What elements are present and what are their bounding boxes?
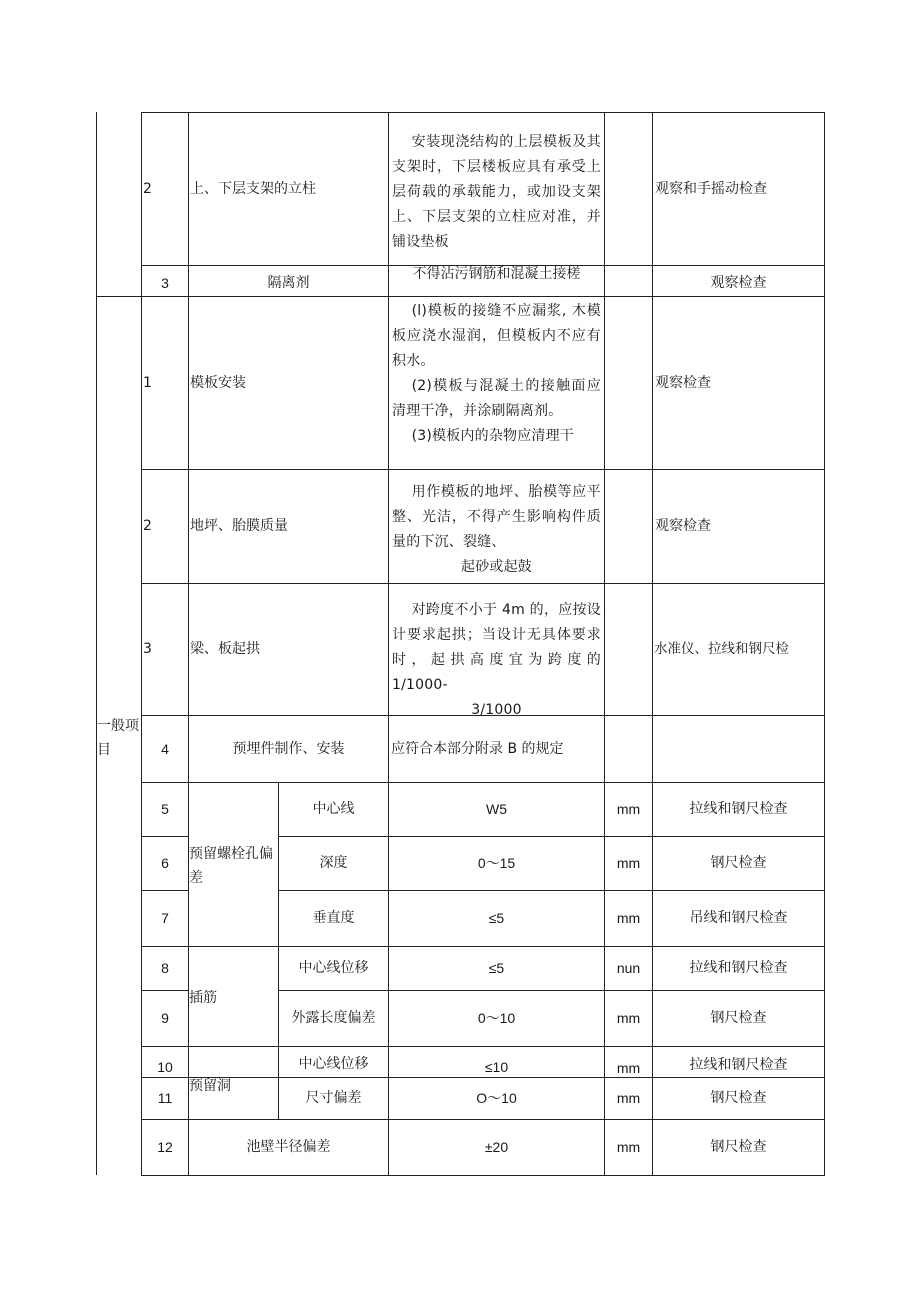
row-number: 3: [143, 641, 152, 657]
category-label: 一般项目: [97, 718, 139, 758]
row-number: 8: [161, 960, 169, 976]
row-number: 12: [157, 1139, 173, 1155]
unit: mm: [616, 1139, 641, 1155]
unit: mm: [616, 1010, 641, 1026]
sub-item: 深度: [319, 855, 348, 871]
unit: mm: [616, 1090, 641, 1106]
unit: mm: [616, 801, 641, 817]
row-number: 2: [143, 518, 152, 534]
rebar-group-label: 插筋: [189, 990, 217, 1006]
row-number: 3: [161, 275, 169, 291]
check-method: 观察和手摇动检查: [655, 180, 767, 197]
row-number: 7: [161, 910, 169, 926]
standard-text: 起砂或起鼓: [461, 559, 532, 575]
check-method: 钢尺检查: [710, 1010, 767, 1026]
item-name: 梁、板起拱: [190, 641, 260, 657]
tolerance-value: O～10: [476, 1090, 517, 1106]
tolerance-value: 0～15: [477, 855, 516, 871]
row-number: 11: [157, 1090, 173, 1106]
standard-text: 对跨度不小于 4m 的，应按设计要求起拱；当设计无具体要求时，起拱高度宜为跨度的 1/1000-: [392, 602, 601, 693]
item-name: 预埋件制作、安装: [232, 740, 345, 757]
check-method: 观察检查: [655, 518, 711, 534]
standard-text: 用作模板的地坪、胎模等应平整、光洁，不得产生影响构件质量的下沉、裂缝、: [392, 484, 601, 550]
sub-item: 垂直度: [312, 910, 355, 926]
item-name: 地坪、胎膜质量: [190, 518, 288, 534]
standard-text: 应符合本部分附录 B 的规定: [391, 740, 564, 757]
tolerance-value: ≤10: [484, 1059, 509, 1075]
unit: mm: [616, 855, 641, 871]
check-method: 钢尺检查: [710, 1090, 767, 1106]
reserved-hole-group-label: 预留洞: [189, 1078, 231, 1094]
row-number: 9: [161, 1010, 169, 1026]
item-name: 上、下层支架的立柱: [190, 180, 316, 197]
row-number: 10: [157, 1059, 173, 1075]
standard-text: 3/1000: [471, 702, 522, 718]
tolerance-value: ±20: [484, 1139, 509, 1155]
check-method: 钢尺检查: [710, 1139, 767, 1155]
unit: nun: [616, 960, 641, 976]
row-number: 5: [161, 801, 169, 817]
standard-text: 不得沾污钢筋和混凝土接槎: [412, 266, 581, 282]
unit: [605, 113, 652, 265]
standard-text: 安装现浇结构的上层模板及其支架时，下层楼板应具有承受上层荷载的承载能力，或加设支架 上、下层支架的立柱应对准，并铺设垫板: [392, 134, 601, 250]
tolerance-value: 0～10: [477, 1010, 516, 1026]
row-number: 6: [161, 855, 169, 871]
bolt-hole-group-label: 预留螺栓孔偏差: [189, 846, 273, 886]
check-method: [653, 716, 824, 782]
check-method: 拉线和钢尺检查: [689, 960, 788, 976]
unit: mm: [616, 910, 641, 926]
tolerance-value: ≤5: [488, 960, 505, 976]
standard-text: (l)模板的接缝不应漏浆, 木模板应浇水湿润，但模板内不应有积水。: [392, 303, 601, 369]
tolerance-value: ≤5: [488, 910, 505, 926]
check-method: 拉线和钢尺检查: [689, 1057, 788, 1073]
item-name: 隔离剂: [267, 275, 310, 291]
check-method: 吊线和钢尺检查: [689, 910, 788, 926]
sub-item: 中心线: [312, 801, 355, 817]
check-method: 拉线和钢尺检查: [689, 801, 788, 817]
row-number: 4: [161, 740, 169, 757]
unit: mm: [616, 1060, 641, 1076]
row-number: 2: [143, 180, 152, 197]
check-method: 观察检查: [710, 275, 767, 291]
check-method: 观察检查: [655, 374, 711, 391]
standard-text: (3)模板内的杂物应清理干: [411, 428, 575, 444]
tolerance-value: W5: [486, 801, 507, 817]
item-name: 池壁半径偏差: [246, 1139, 331, 1155]
sub-item: 外露长度偏差: [291, 1010, 376, 1026]
sub-item: 中心线位移: [298, 960, 369, 976]
check-method: 钢尺检查: [710, 855, 767, 871]
sub-item: 尺寸偏差: [305, 1090, 362, 1106]
standard-text: (2)模板与混凝土的接触面应清理干净，并涂刷隔离剂。: [392, 378, 601, 419]
row-number: 1: [143, 374, 152, 391]
check-method: 水准仪、拉线和钢尺检: [654, 641, 789, 657]
sub-item: 中心线位移: [298, 1056, 369, 1072]
item-name: 模板安装: [190, 374, 246, 391]
